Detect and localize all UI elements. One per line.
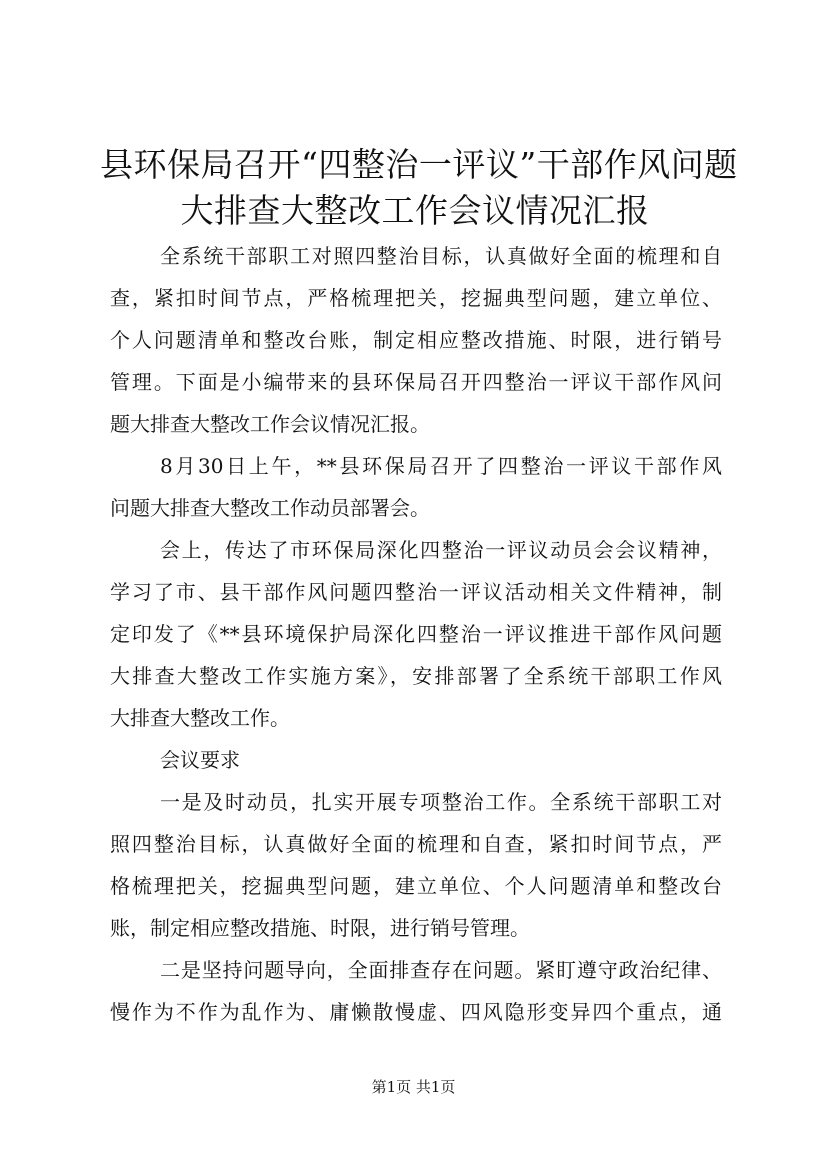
paragraph-line: 大排查大整改工作。 — [110, 706, 290, 730]
paragraph-line: 管理。下面是小编带来的县环保局召开四整治一评议干部作风问 — [110, 370, 722, 394]
paragraph-line: 格梳理把关，挖掘典型问题，建立单位、个人问题清单和整改台 — [110, 874, 722, 898]
paragraph — [110, 949, 722, 1033]
paragraph-line: 二是坚持问题导向，全面排查存在问题。紧盯遵守政治纪律、 — [160, 958, 722, 982]
paragraph-line: 照四整治目标，认真做好全面的梳理和自查，紧扣时间节点，严 — [110, 832, 722, 856]
paragraph — [110, 739, 722, 781]
paragraph-line: 个人问题清单和整改台账，制定相应整改措施、时限，进行销号 — [110, 328, 722, 352]
paragraph-line: 一是及时动员，扎实开展专项整治工作。全系统干部职工对 — [160, 790, 722, 814]
title-line-1: 县环保局召开“四整治一评议”干部作风问题 — [100, 145, 738, 184]
document-body — [110, 235, 722, 1033]
paragraph-line: 题大排查大整改工作会议情况汇报。 — [110, 412, 430, 436]
paragraph-line: 学习了市、县干部作风问题四整治一评议活动相关文件精神，制 — [110, 580, 722, 604]
paragraph — [110, 781, 722, 949]
title-line-2: 大排查大整改工作会议情况汇报 — [180, 191, 650, 230]
paragraph-line: 8月30日上午，**县环保局召开了四整治一评议干部作风 — [160, 454, 722, 478]
paragraph — [110, 445, 722, 529]
paragraph — [110, 235, 722, 445]
paragraph-line: 查，紧扣时间节点，严格梳理把关，挖掘典型问题，建立单位、 — [110, 286, 722, 310]
page-footer: 第1页 共1页 — [371, 1078, 456, 1096]
document-title — [100, 142, 738, 234]
paragraph-line: 会上，传达了市环保局深化四整治一评议动员会会议精神， — [160, 538, 722, 562]
paragraph-line: 大排查大整改工作实施方案》，安排部署了全系统干部职工作风 — [110, 664, 722, 688]
paragraph-line: 会议要求 — [160, 748, 240, 772]
paragraph-line: 慢作为不作为乱作为、庸懒散慢虚、四风隐形变异四个重点，通 — [110, 1000, 722, 1024]
paragraph — [110, 529, 722, 739]
paragraph-line: 账，制定相应整改措施、时限，进行销号管理。 — [110, 916, 530, 940]
paragraph-line: 全系统干部职工对照四整治目标，认真做好全面的梳理和自 — [160, 244, 722, 268]
paragraph-line: 定印发了《**县环境保护局深化四整治一评议推进干部作风问题 — [110, 622, 722, 646]
paragraph-line: 问题大排查大整改工作动员部署会。 — [110, 496, 430, 520]
